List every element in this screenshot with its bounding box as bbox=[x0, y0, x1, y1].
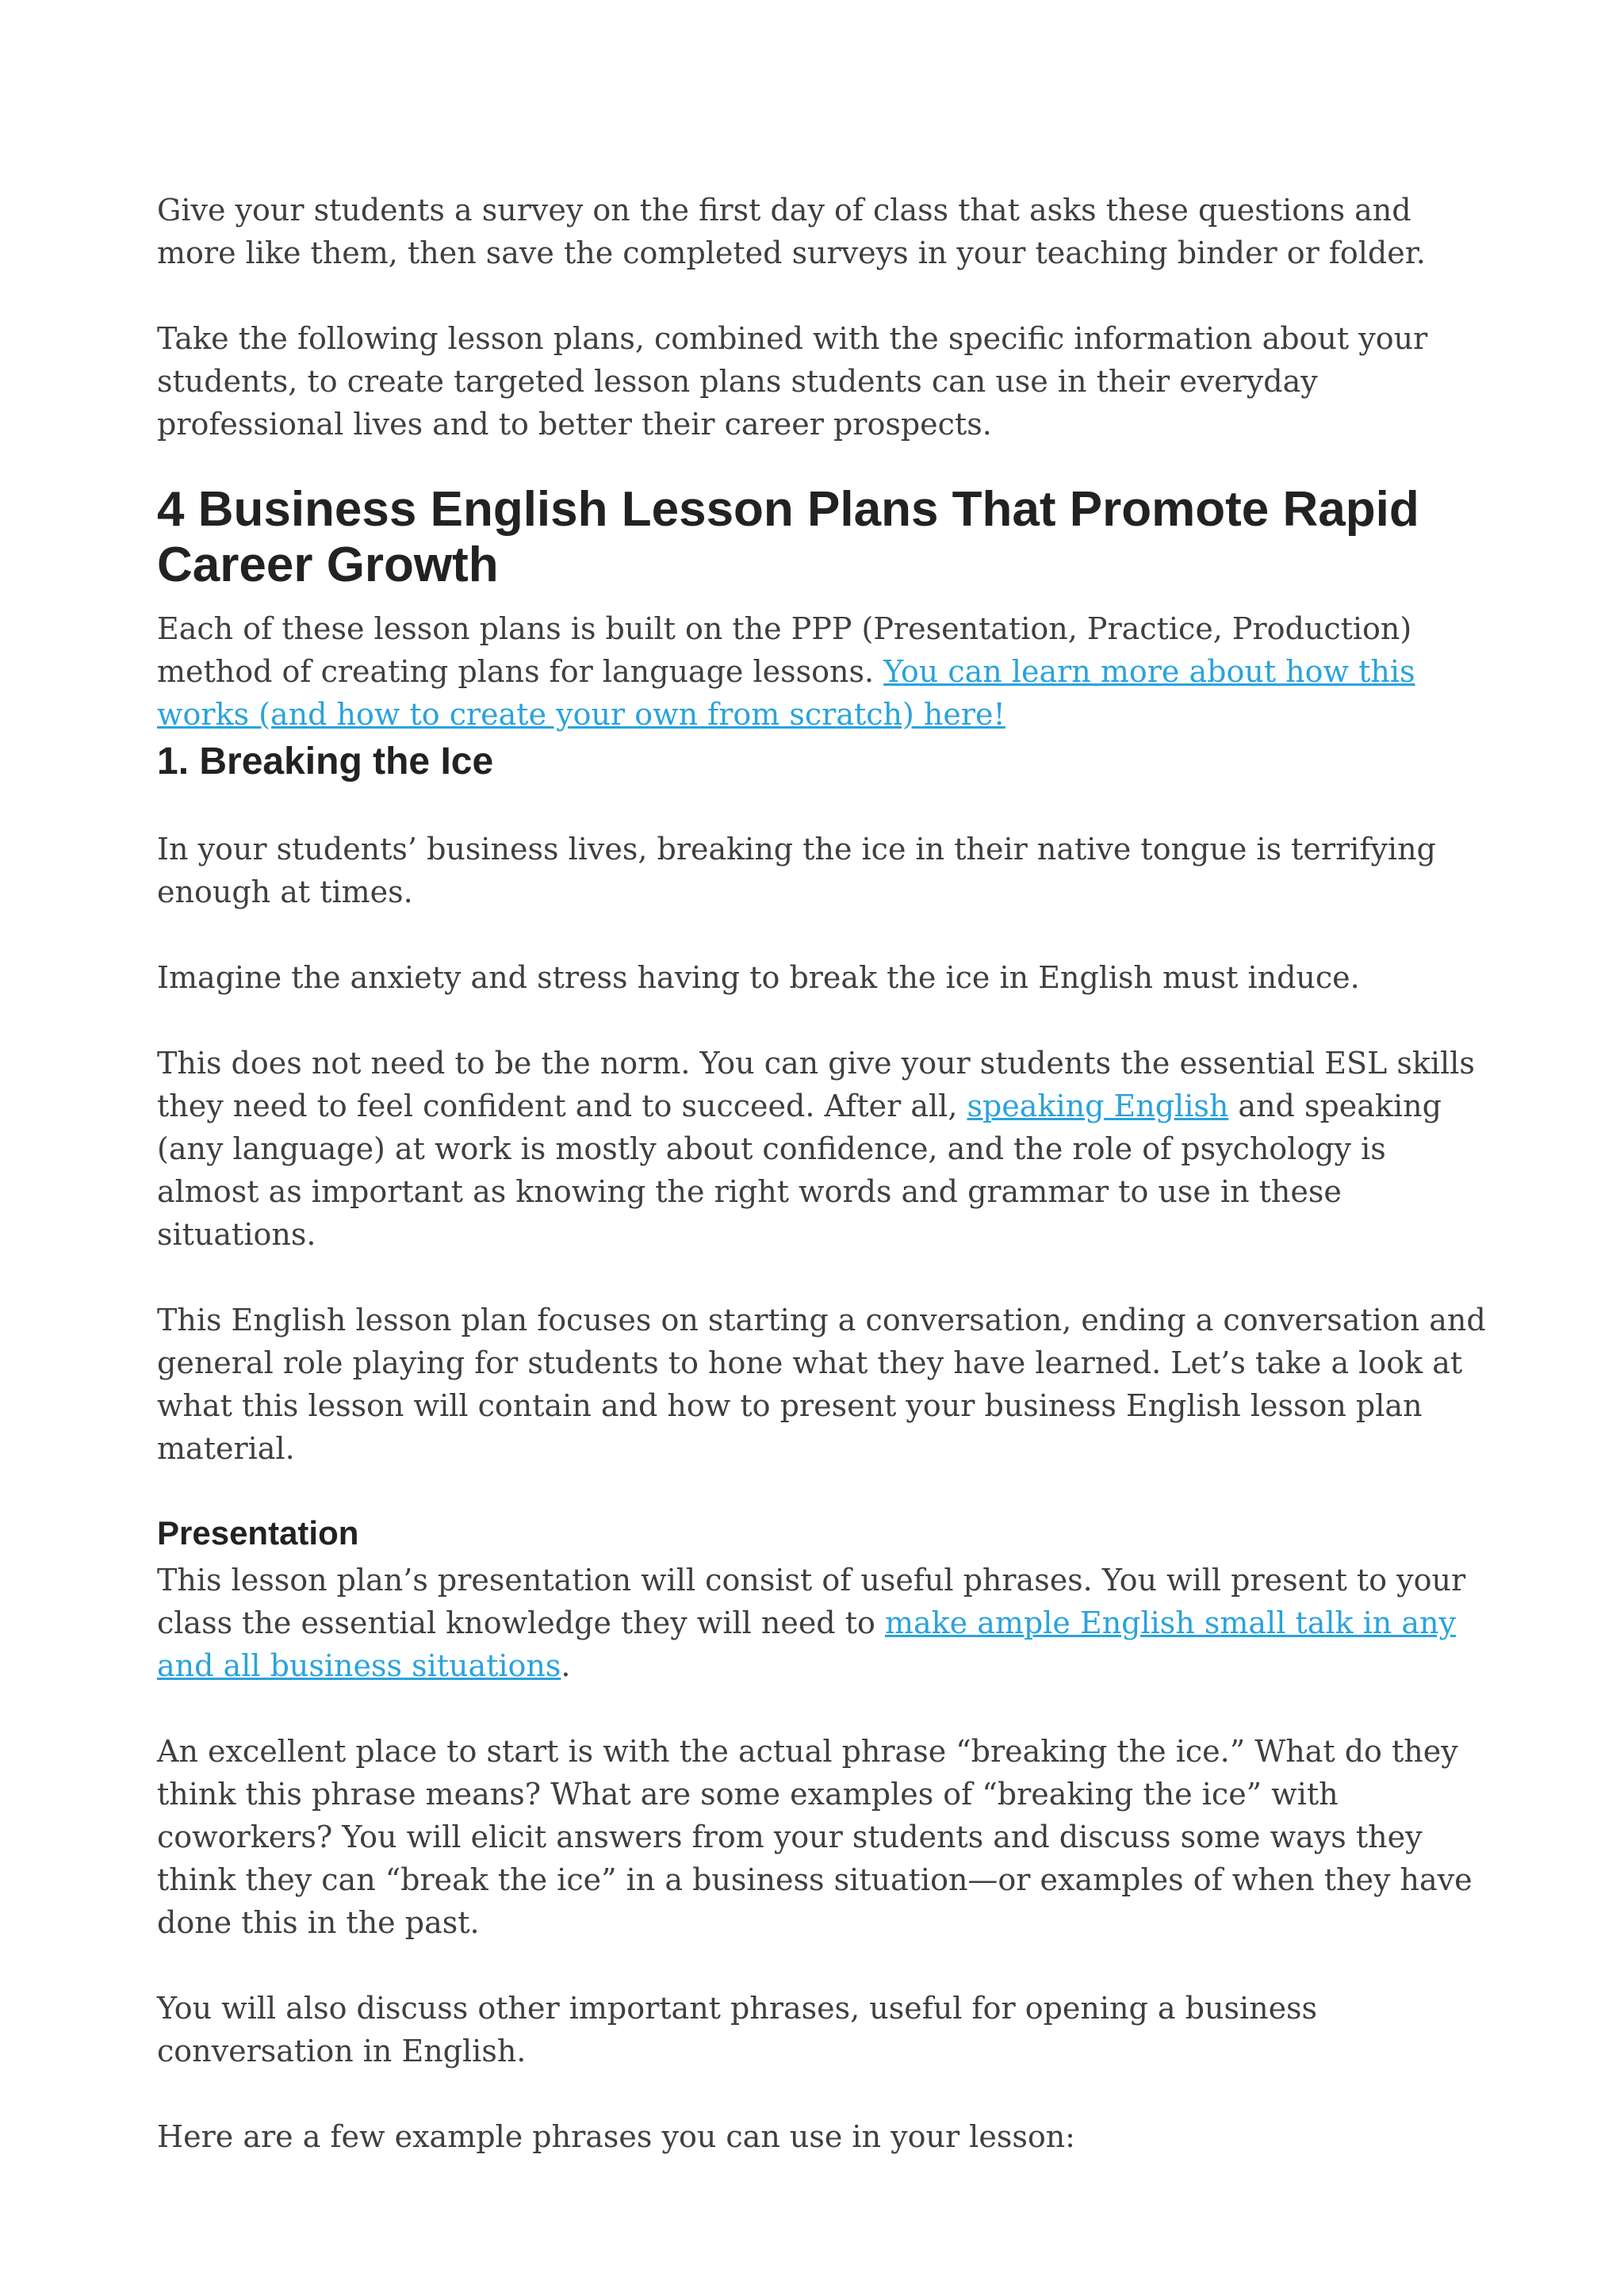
lesson-1-paragraph-3-start: This does not need to be the norm. You can give your students the essential ESL skills they need to feel confident and to succeed. After all, bbox=[157, 1046, 1475, 1123]
intro-paragraph-1: Give your students a survey on the first day of class that asks these questions and more like them, then save the completed surveys in your teaching binder or folder. bbox=[157, 193, 1426, 270]
section-lead-paragraph bbox=[157, 607, 1489, 736]
document-page bbox=[157, 189, 1489, 2158]
presentation-paragraph-1 bbox=[157, 1559, 1489, 1687]
presentation-paragraph-3: You will also discuss other important phrases, useful for opening a business conversation in English. bbox=[157, 1991, 1318, 2068]
lesson-1-paragraph-2: Imagine the anxiety and stress having to break the ice in English must induce. bbox=[157, 960, 1360, 995]
presentation-paragraph-2: An excellent place to start is with the actual phrase “breaking the ice.” What do they think this phrase means? What are some examples of “breaking the ice” with coworkers? You will elicit answers from your students and discuss some ways they think they can “break the ice” in a business situation—or examples of when they have done this in the past. bbox=[157, 1734, 1473, 1940]
small-talk-link[interactable]: make ample English small talk in any and all business situations bbox=[157, 1605, 1456, 1683]
lesson-1-heading: 1. Breaking the Ice bbox=[157, 740, 494, 783]
presentation-paragraph-1-start: This lesson plan’s presentation will consist of useful phrases. You will present to your class the essential knowledge they will need to bbox=[157, 1563, 1466, 1640]
section-lead-text: Each of these lesson plans is built on the PPP (Presentation, Practice, Production) method of creating plans for language lessons. bbox=[157, 611, 1412, 689]
ppp-method-link[interactable]: You can learn more about how this works (and how to create your own from scratch) here! bbox=[157, 654, 1415, 732]
lesson-1-paragraph-4: This English lesson plan focuses on starting a conversation, ending a conversation and general role playing for students to hone what they have learned. Let’s take a look at what this lesson will contain and how to present your business English lesson plan material. bbox=[157, 1303, 1486, 1466]
lesson-1-paragraph-3 bbox=[157, 1042, 1489, 1256]
intro-paragraph-2: Take the following lesson plans, combined with the specific information about your students, to create targeted lesson plans students can use in their everyday professional lives and to better their career prospects. bbox=[157, 321, 1428, 442]
presentation-paragraph-4: Here are a few example phrases you can use in your lesson: bbox=[157, 2119, 1075, 2154]
presentation-heading: Presentation bbox=[157, 1514, 359, 1552]
speaking-english-link[interactable]: speaking English bbox=[967, 1089, 1229, 1123]
presentation-paragraph-1-end: . bbox=[561, 1648, 571, 1683]
lesson-1-paragraph-1: In your students’ business lives, breaking the ice in their native tongue is terrifying enough at times. bbox=[157, 832, 1436, 909]
section-heading: 4 Business English Lesson Plans That Promote Rapid Career Growth bbox=[157, 482, 1419, 592]
lesson-1-paragraph-3-end: and speaking (any language) at work is mostly about confidence, and the role of psychology is almost as important as knowing the right words and grammar to use in these situations. bbox=[157, 1089, 1442, 1252]
